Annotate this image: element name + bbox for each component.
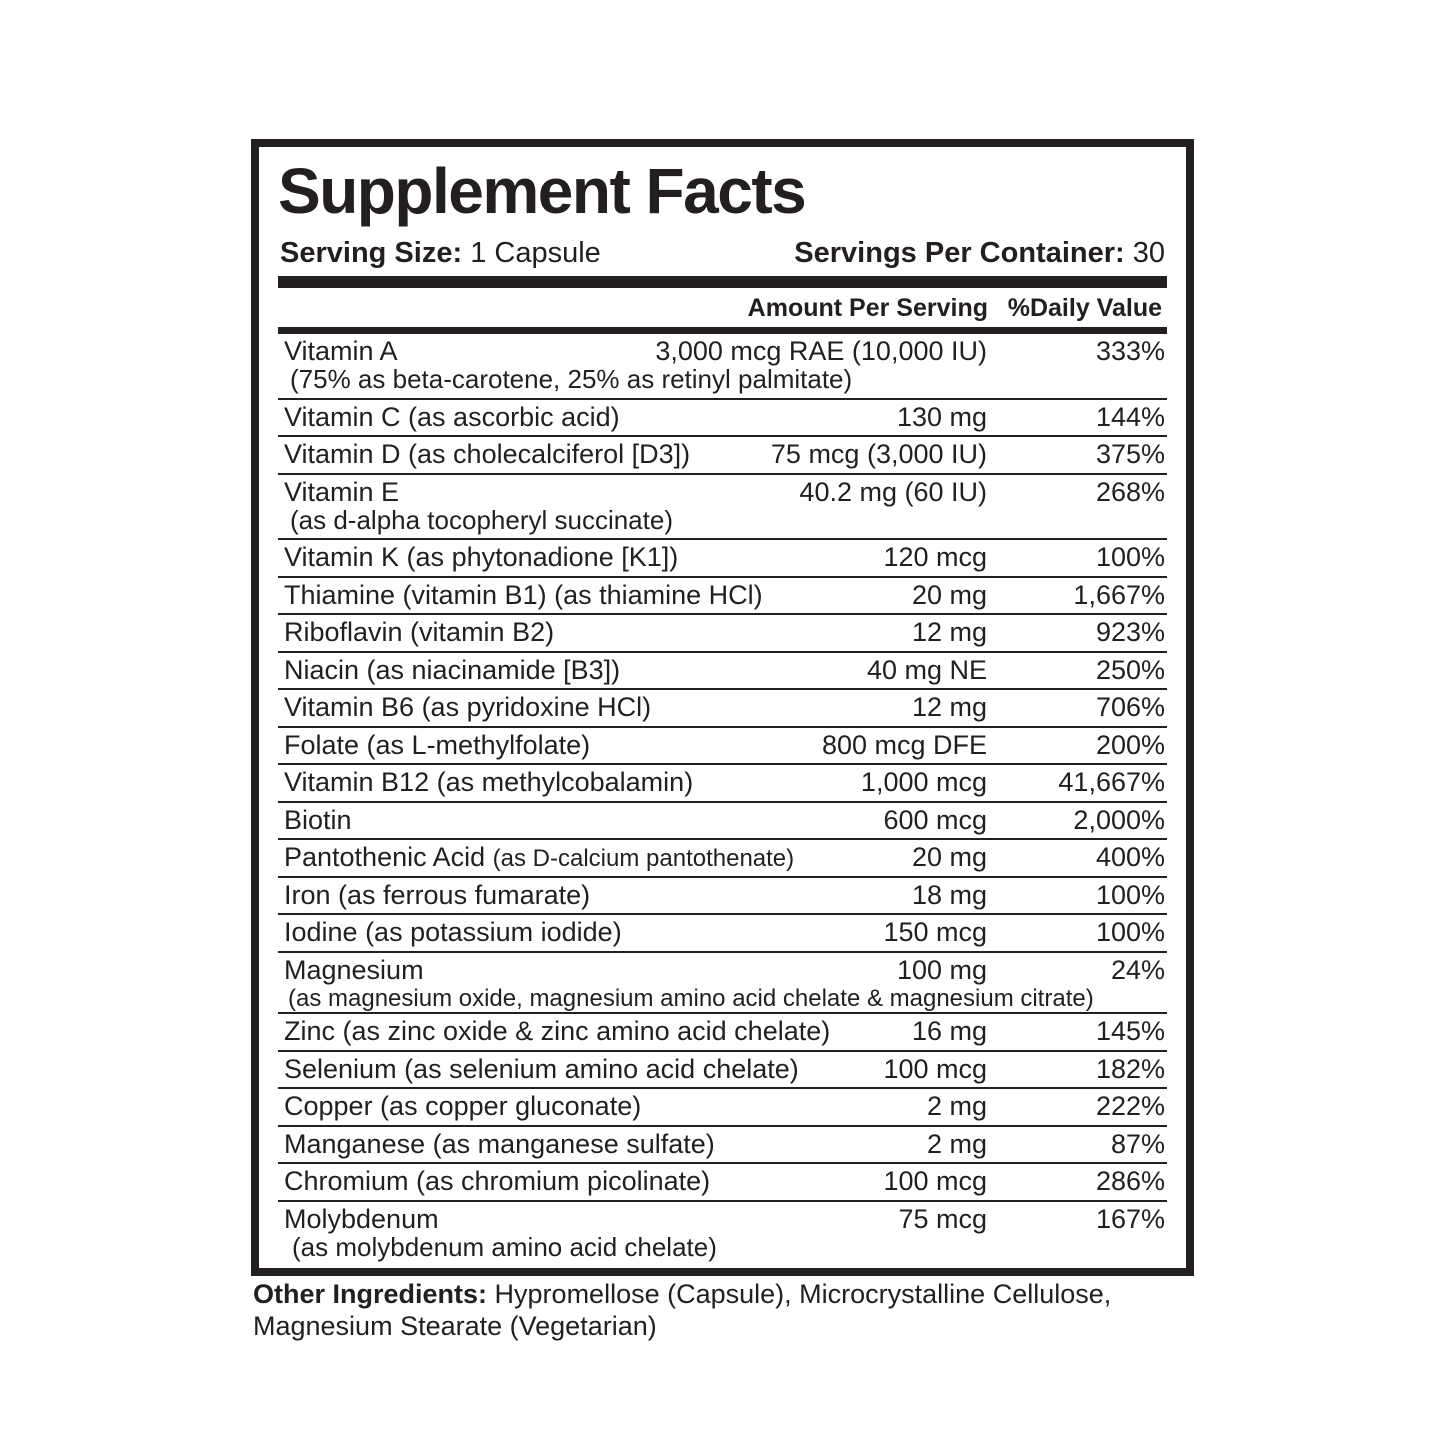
nutrient-daily-value: 923% [1095,617,1165,647]
nutrient-daily-value: 250% [1095,654,1165,685]
nutrient-daily-value: 144% [1095,401,1165,432]
nutrient-amount: 75 mcg [898,1203,987,1234]
nutrient-daily-value: 100% [1095,917,1165,947]
nutrient-name-extra: (as D-calcium pantothenate) [492,845,795,872]
nutrient-amount: 16 mg [911,1016,987,1046]
nutrient-daily-value: 333% [1095,336,1165,366]
servings-per-container-label: Servings Per Container: [794,237,1125,269]
nutrient-amount: 2 mg [926,1091,987,1121]
nutrient-name: Pantothenic Acid [284,842,486,872]
nutrient-name: Copper (as copper gluconate) [284,1091,642,1121]
nutrient-daily-value: 706% [1095,692,1165,722]
nutrient-row [278,840,1167,878]
nutrient-amount: 120 mcg [883,542,987,572]
nutrient-row [278,690,1167,728]
nutrient-amount: 600 mcg [883,804,987,835]
nutrient-daily-value: 24% [1110,954,1165,985]
nutrient-name: Chromium (as chromium picolinate) [284,1166,711,1196]
nutrient-amount: 75 mcg (3,000 IU) [770,439,987,469]
nutrient-daily-value: 2,000% [1073,804,1165,835]
nutrient-row [278,437,1167,475]
nutrient-row [278,1127,1167,1165]
nutrient-row [278,728,1167,766]
panel-title: Supplement Facts [278,155,806,227]
servings-per-container [794,233,1165,273]
nutrient-daily-value: 268% [1095,476,1165,507]
supplement-facts-panel [251,139,1194,1276]
nutrient-row [278,1202,1167,1265]
nutrient-daily-value: 200% [1095,729,1165,760]
nutrient-amount: 130 mg [896,401,987,432]
nutrient-row [278,1089,1167,1127]
serving-size [280,233,601,273]
nutrient-amount: 20 mg [911,579,987,610]
other-ingredients [253,1278,1213,1342]
nutrient-amount: 100 mg [896,954,987,985]
serving-size-value: 1 Capsule [470,237,601,269]
nutrient-name: Molybdenum [284,1203,439,1234]
nutrient-daily-value: 145% [1095,1016,1165,1046]
nutrient-name: Vitamin C (as ascorbic acid) [284,401,620,432]
nutrient-amount: 12 mg [911,617,987,647]
nutrient-amount: 1,000 mcg [860,767,987,797]
nutrient-row [278,475,1167,541]
nutrient-daily-value: 41,667% [1058,767,1165,797]
nutrient-name: Iodine (as potassium iodide) [284,917,622,947]
nutrient-name: Riboflavin (vitamin B2) [284,617,555,647]
nutrient-amount: 3,000 mcg RAE (10,000 IU) [655,336,987,366]
nutrient-daily-value: 286% [1095,1166,1165,1196]
nutrient-name: Vitamin B12 (as methylcobalamin) [284,767,694,797]
nutrient-name: Iron (as ferrous fumarate) [284,879,591,910]
nutrient-row [278,765,1167,803]
nutrient-row [278,1014,1167,1052]
nutrient-note: (as d-alpha tocopheryl succinate) [290,504,673,535]
nutrient-daily-value: 222% [1095,1091,1165,1121]
serving-size-label: Serving Size: [280,237,463,269]
nutrient-amount: 12 mg [911,692,987,722]
column-header-daily-value: %Daily Value [1007,294,1162,322]
nutrient-daily-value: 182% [1095,1053,1165,1084]
servings-per-container-value: 30 [1132,237,1165,269]
nutrient-name: Thiamine (vitamin B1) (as thiamine HCl) [284,579,763,610]
nutrient-amount: 100 mcg [883,1053,987,1084]
nutrient-row [278,803,1167,841]
nutrient-note: (as magnesium oxide, magnesium amino acid chelate & magnesium citrate) [288,984,1094,1012]
nutrient-daily-value: 1,667% [1073,579,1165,610]
column-header-amount: Amount Per Serving [747,294,988,322]
nutrient-amount: 40.2 mg (60 IU) [799,476,987,507]
nutrient-amount: 18 mg [911,879,987,910]
nutrient-daily-value: 100% [1095,542,1165,572]
nutrient-row [278,653,1167,691]
nutrient-name: Niacin (as niacinamide [B3]) [284,654,621,685]
nutrient-row [278,540,1167,578]
nutrient-row [278,578,1167,616]
nutrient-name: Zinc (as zinc oxide & zinc amino acid chelate) [284,1016,831,1046]
nutrient-note: (as molybdenum amino acid chelate) [292,1231,717,1262]
nutrient-daily-value: 167% [1095,1203,1165,1234]
nutrient-name: Magnesium [284,954,424,985]
nutrient-name: Biotin [284,804,352,835]
nutrient-name: Folate (as L-methylfolate) [284,729,591,760]
nutrient-name: Vitamin D (as cholecalciferol [D3]) [284,439,691,469]
nutrient-name: Vitamin K (as phytonadione [K1]) [284,542,679,572]
nutrient-amount: 800 mcg DFE [821,729,987,760]
nutrient-name-group [284,840,794,876]
nutrient-amount: 40 mg NE [866,654,987,685]
nutrient-row [278,400,1167,438]
nutrient-name: Vitamin E [284,476,400,507]
nutrient-row [278,1164,1167,1202]
thick-divider [278,276,1167,288]
nutrient-row [278,615,1167,653]
nutrient-table [278,334,1167,1265]
nutrient-name: Manganese (as manganese sulfate) [284,1128,715,1159]
other-ingredients-text: Hypromellose (Capsule), Microcrystalline Cellulose, Magnesium Stearate (Vegetarian) [253,1279,1112,1341]
nutrient-name: Vitamin A [284,336,398,366]
nutrient-row [278,953,1167,1015]
nutrient-amount: 150 mcg [883,917,987,947]
nutrient-amount: 20 mg [911,842,987,872]
nutrient-amount: 100 mcg [883,1166,987,1196]
nutrient-daily-value: 375% [1095,439,1165,469]
nutrient-row [278,1052,1167,1090]
nutrient-daily-value: 400% [1095,842,1165,872]
nutrient-daily-value: 100% [1095,879,1165,910]
nutrient-row [278,334,1167,400]
nutrient-note: (75% as beta-carotene, 25% as retinyl palmitate) [290,364,853,394]
other-ingredients-label: Other Ingredients: [253,1279,488,1309]
header-divider [278,327,1167,334]
nutrient-row [278,915,1167,953]
nutrient-daily-value: 87% [1110,1128,1165,1159]
nutrient-amount: 2 mg [926,1128,987,1159]
nutrient-name: Selenium (as selenium amino acid chelate) [284,1053,799,1084]
nutrient-name: Vitamin B6 (as pyridoxine HCl) [284,692,652,722]
nutrient-row [278,878,1167,916]
